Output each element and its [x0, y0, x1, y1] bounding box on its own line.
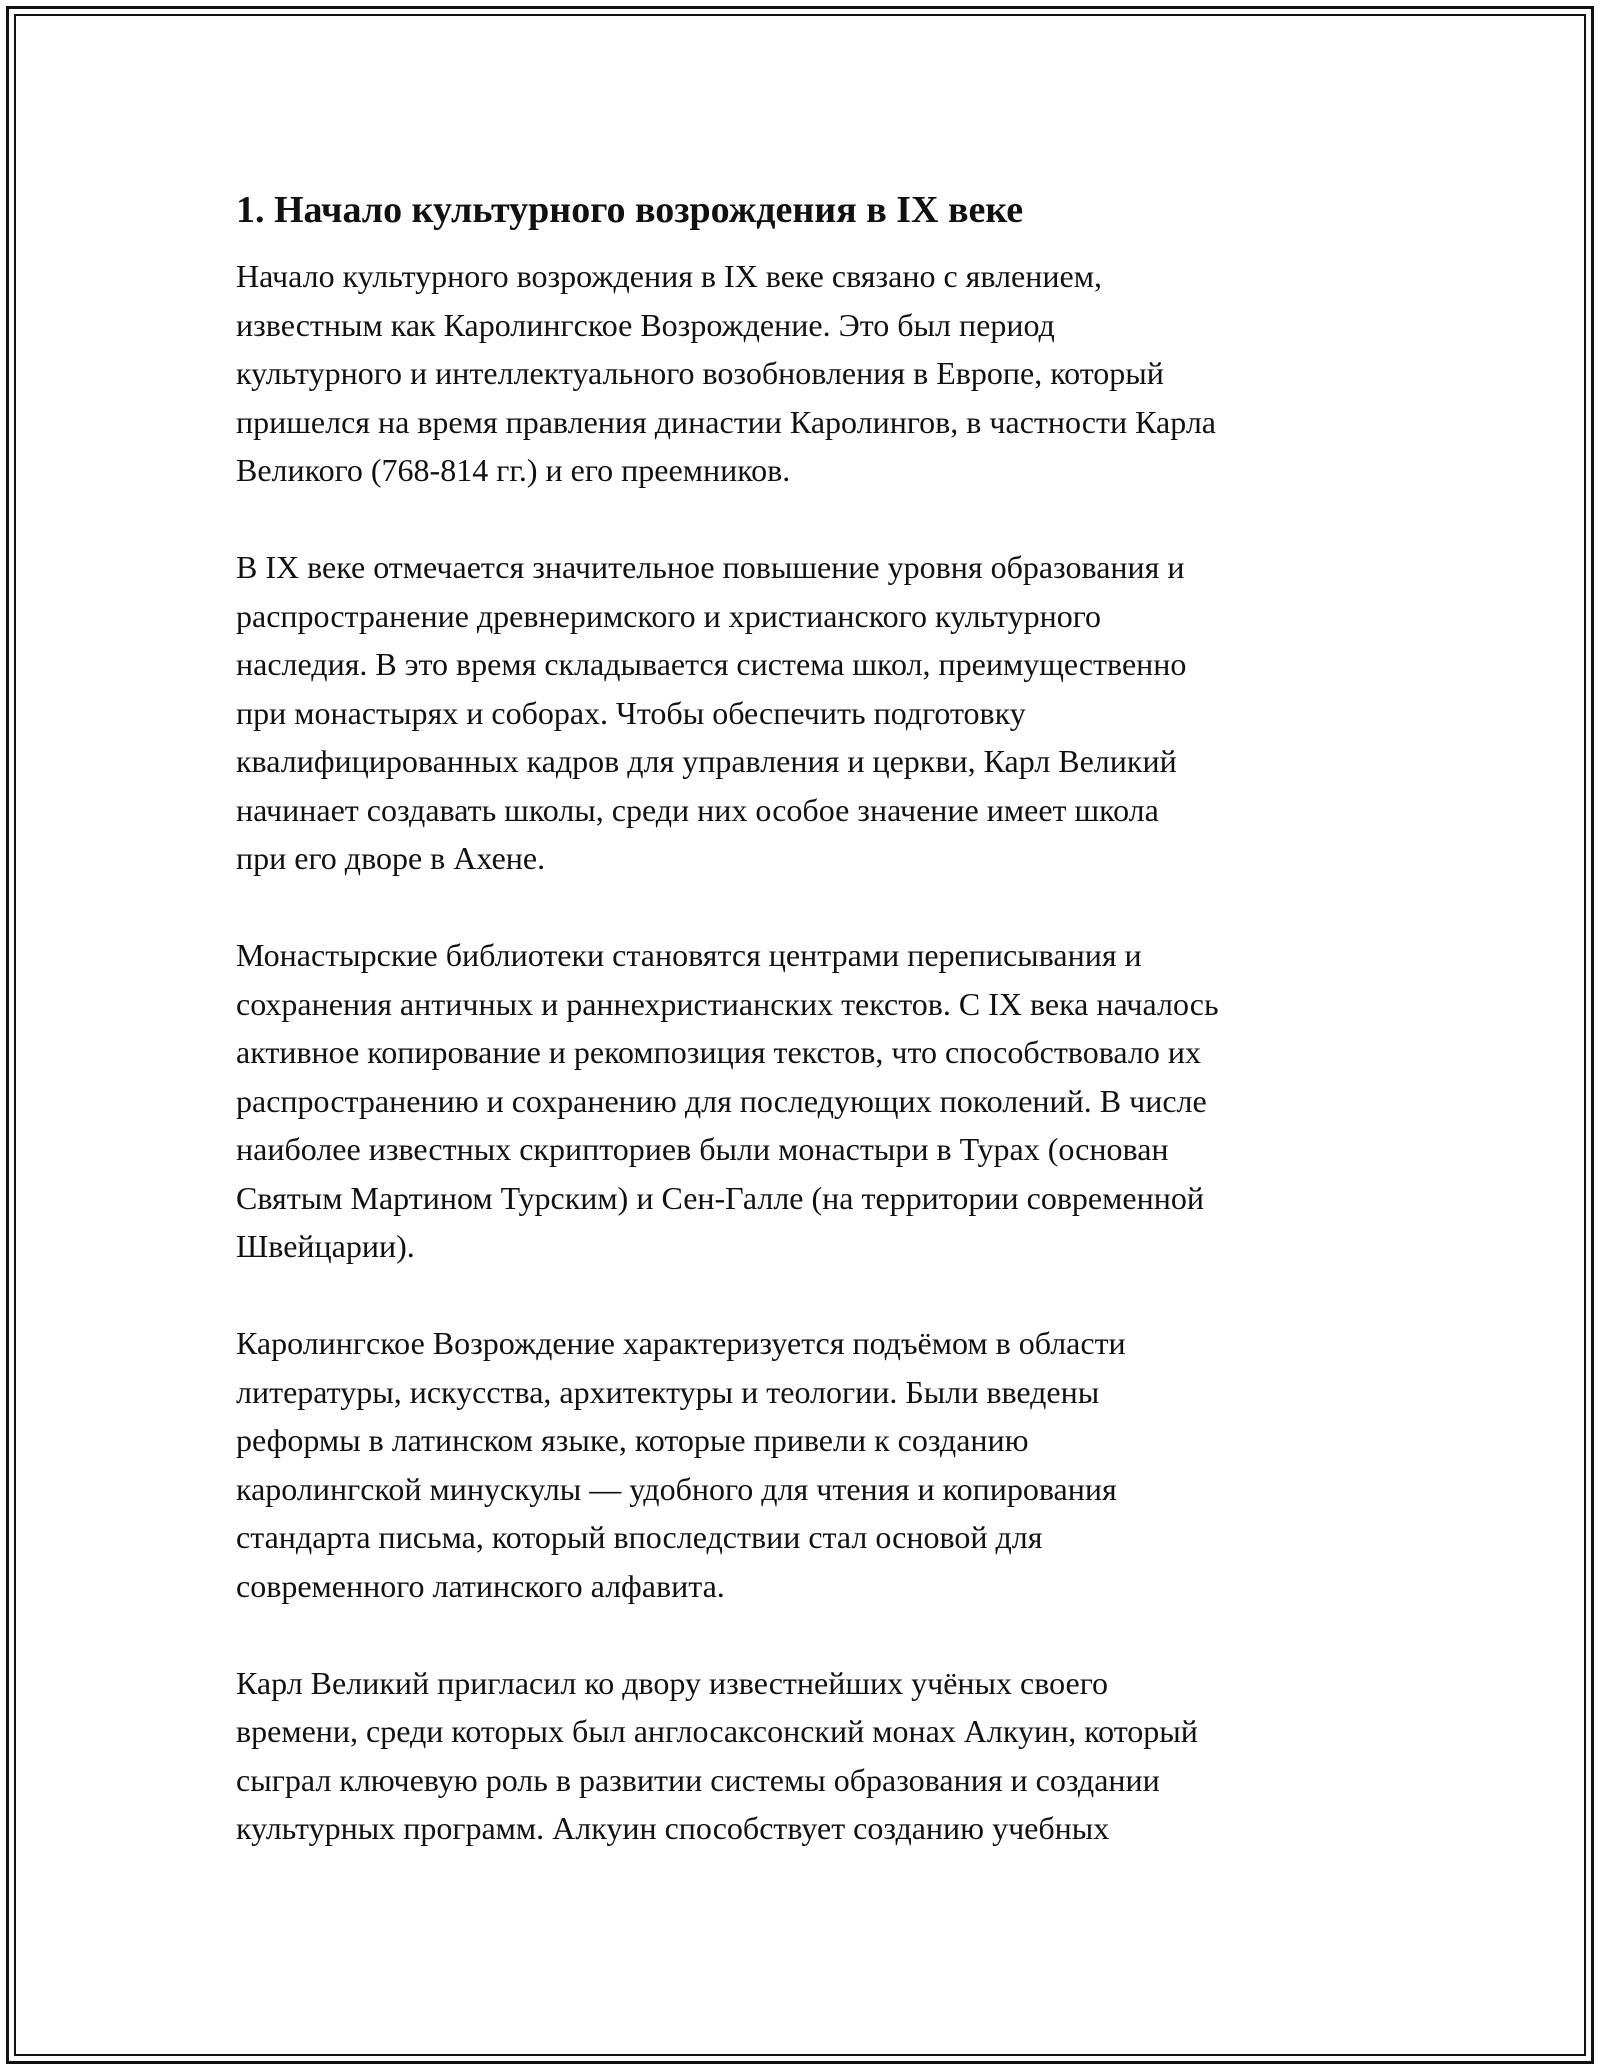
text-line: Великого (768-814 гг.) и его преемников. [236, 452, 791, 488]
text-line: известным как Каролингское Возрождение. Это был период [236, 306, 1055, 343]
text-line: сыграл ключевую роль в развитии системы образования и создании [236, 1761, 1160, 1798]
text-line: распространение древнеримского и христианского культурного [236, 597, 1102, 634]
text-line: Святым Мартином Турским) и Сен-Галле (на территории современной [236, 1179, 1204, 1216]
paragraph-4 [236, 1319, 1396, 1610]
text-line: времени, среди которых был англосаксонский монах Алкуин, который [236, 1713, 1198, 1749]
text-line: сохранения античных и раннехристианских текстов. С IX века началось [236, 985, 1219, 1022]
text-line: при монастырях и соборах. Чтобы обеспечить подготовку [236, 694, 1026, 731]
section-heading: 1. Начало культурного возрождения в IX веке [236, 189, 1024, 231]
text-line: наиболее известных скрипториев были монастыри в Турах (основан [236, 1131, 1169, 1167]
text-line: реформы в латинском языке, которые привели к созданию [236, 1422, 1029, 1458]
paragraph-1 [236, 252, 1396, 495]
paragraph-5 [236, 1659, 1396, 1853]
text-line: Начало культурного возрождения в IX веке связано с явлением, [236, 258, 1102, 294]
text-line: наследия. В это время складывается система школ, преимущественно [236, 646, 1187, 682]
text-line: культурных программ. Алкуин способствует созданию учебных [236, 1810, 1110, 1846]
text-line: квалифицированных кадров для управления и церкви, Карл Великий [236, 743, 1177, 779]
document-body [236, 186, 1396, 1901]
text-line: В IX веке отмечается значительное повышение уровня образования и [236, 549, 1185, 585]
text-line: Карл Великий пригласил ко двору известнейших учёных своего [236, 1664, 1109, 1701]
text-line: активное копирование и рекомпозиция текстов, что способствовало их [236, 1034, 1201, 1070]
text-line: стандарта письма, который впоследствии стал основой для [236, 1519, 1043, 1555]
text-line: при его дворе в Ахене. [236, 840, 546, 876]
paragraph-2 [236, 543, 1396, 883]
text-line: пришелся на время правления династии Каролингов, в частности Карла [236, 403, 1216, 440]
text-line: Монастырские библиотеки становятся центрами переписывания и [236, 937, 1142, 973]
text-line: распространению и сохранению для последующих поколений. В числе [236, 1082, 1207, 1119]
text-line: современного латинского алфавита. [236, 1567, 725, 1604]
text-line: Каролингское Возрождение характеризуется подъёмом в области [236, 1325, 1126, 1361]
text-line: каролингской минускулы — удобного для чтения и копирования [236, 1470, 1117, 1507]
text-line: Швейцарии). [236, 1228, 415, 1264]
paragraph-3 [236, 931, 1396, 1271]
text-line: культурного и интеллектуального возобновления в Европе, который [236, 355, 1164, 391]
text-line: начинает создавать школы, среди них особое значение имеет школа [236, 791, 1159, 828]
text-line: литературы, искусства, архитектуры и теологии. Были введены [236, 1373, 1100, 1410]
